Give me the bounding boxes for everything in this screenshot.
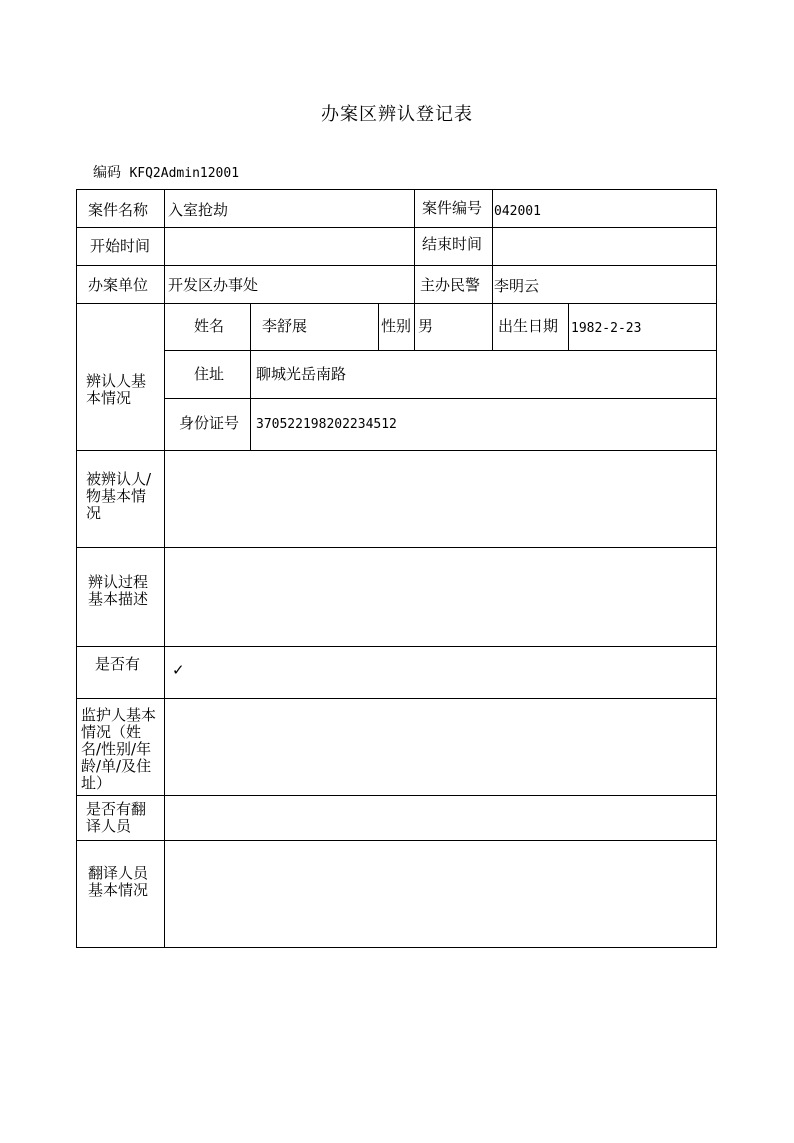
name-value: 李舒展 (262, 317, 308, 335)
end-time-label: 结束时间 (422, 235, 483, 253)
col-line (716, 189, 717, 948)
row-line (76, 547, 717, 548)
form-code-value: KFQ2Admin12001 (129, 166, 240, 181)
address-label: 住址 (194, 365, 225, 383)
id-number-label: 身份证号 (179, 414, 240, 432)
name-label: 姓名 (194, 317, 225, 335)
id-number-value: 370522198202234512 (256, 417, 397, 432)
row-line (76, 795, 717, 796)
start-time-label: 开始时间 (90, 237, 151, 255)
gender-label: 性别 (381, 317, 412, 335)
case-name-label: 案件名称 (88, 201, 149, 219)
row-line (164, 398, 717, 399)
col-line (250, 303, 251, 450)
case-name-value: 入室抢劫 (168, 201, 229, 219)
has-translator-label: 是否有翻译人员 (86, 800, 147, 835)
gender-value: 男 (418, 317, 434, 335)
row-line (76, 840, 717, 841)
row-line (76, 227, 717, 228)
col-line (492, 303, 493, 350)
translator-info-label: 翻译人员基本情况 (88, 864, 149, 899)
form-code-label: 编码 (93, 165, 121, 181)
col-line (378, 303, 379, 350)
col-line (492, 189, 493, 303)
row-line (76, 189, 717, 190)
case-number-value: 042001 (494, 204, 541, 219)
identified-info-label: 被辨认人/物基本情况 (86, 470, 152, 522)
identifier-info-label: 辨认人基本情况 (86, 372, 147, 407)
row-line (76, 947, 717, 948)
yes-no-label: 是否有 (95, 655, 141, 673)
form-title: 办案区辨认登记表 (321, 104, 473, 125)
address-value: 聊城光岳南路 (256, 365, 347, 383)
col-line (76, 189, 77, 948)
row-line (76, 265, 717, 266)
guardian-label: 监护人基本情况（姓名/性别/年龄/单/及住址） (81, 706, 157, 792)
row-line (76, 303, 717, 304)
officer-label: 主办民警 (420, 276, 481, 294)
row-line (164, 350, 717, 351)
officer-value: 李明云 (494, 277, 540, 295)
unit-label: 办案单位 (88, 276, 149, 294)
case-number-label: 案件编号 (422, 199, 483, 217)
unit-value: 开发区办事处 (168, 276, 259, 294)
row-line (76, 698, 717, 699)
row-line (76, 646, 717, 647)
process-label: 辨认过程基本描述 (88, 573, 149, 608)
col-line (568, 303, 569, 350)
col-line (414, 189, 415, 303)
row-line (76, 450, 717, 451)
check-mark-icon: ✓ (172, 661, 185, 679)
col-line (414, 303, 415, 350)
birth-date-label: 出生日期 (498, 317, 559, 335)
col-line (164, 189, 165, 948)
birth-date-value: 1982-2-23 (571, 321, 642, 336)
